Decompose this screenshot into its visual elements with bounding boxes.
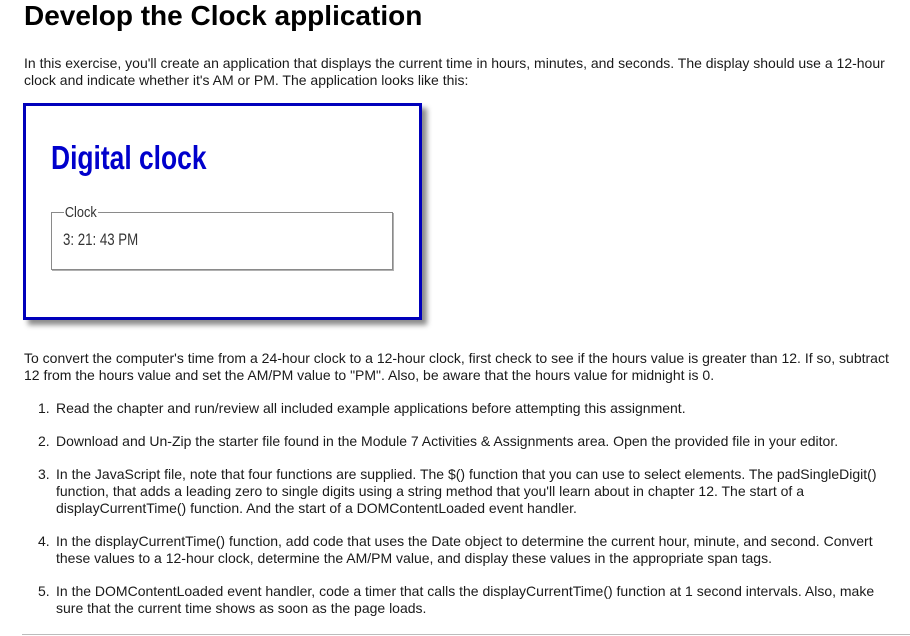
page-title: Develop the Clock application (24, 0, 423, 31)
conversion-paragraph: To convert the computer's time from a 24-hour clock to a 12-hour clock, first check to see if the hours value is greater than 12. If so, subtract 12 from the hours value and set the AM/PM value to "PM". Also, be aware that the hours value for midnight is 0. (24, 350, 889, 383)
step-number: 2. (38, 433, 50, 449)
clock-time-display: 3: 21: 43 PM (63, 230, 139, 249)
step-text: Read the chapter and run/review all included example applications before attempting this assignment. (56, 400, 686, 416)
intro-paragraph: In this exercise, you'll create an application that displays the current time in hours, minutes, and seconds. The display should use a 12-hour clock and indicate whether it's AM or PM. The application looks like this: (24, 55, 885, 88)
step-item (24, 583, 894, 617)
clock-legend: Clock (64, 204, 97, 221)
step-item (24, 400, 894, 417)
demo-heading: Digital clock (51, 139, 207, 176)
step-number: 5. (38, 583, 50, 599)
step-text: In the DOMContentLoaded event handler, code a timer that calls the displayCurrentTime() function at 1 second intervals. Also, make sure that the current time shows as soon as the page loads. (56, 583, 875, 616)
step-item (24, 433, 894, 450)
step-number: 1. (38, 400, 50, 416)
step-item (24, 533, 894, 567)
clock-demo-screenshot (23, 103, 422, 320)
step-text: Download and Un-Zip the starter file found in the Module 7 Activities & Assignments area. Open the provided file in your editor. (56, 433, 839, 449)
step-number: 4. (38, 533, 50, 549)
step-item (24, 466, 894, 517)
step-number: 3. (38, 466, 50, 482)
step-text: In the JavaScript file, note that four functions are supplied. The $() function that you can use to select elements. The padSingleDigit() function, that adds a leading zero to single digits using a string method that you'll learn about in chapter 12. The start of a displayCurrentTime() function. And the start of a DOMContentLoaded event handler. (56, 466, 877, 516)
bottom-divider (22, 634, 910, 635)
steps-list (24, 400, 894, 633)
step-text: In the displayCurrentTime() function, add code that uses the Date object to determine the current hour, minute, and second. Convert these values to a 12-hour clock, determine the AM/PM value, and display these values in the appropriate span tags. (56, 533, 873, 566)
clock-fieldset (51, 204, 393, 270)
